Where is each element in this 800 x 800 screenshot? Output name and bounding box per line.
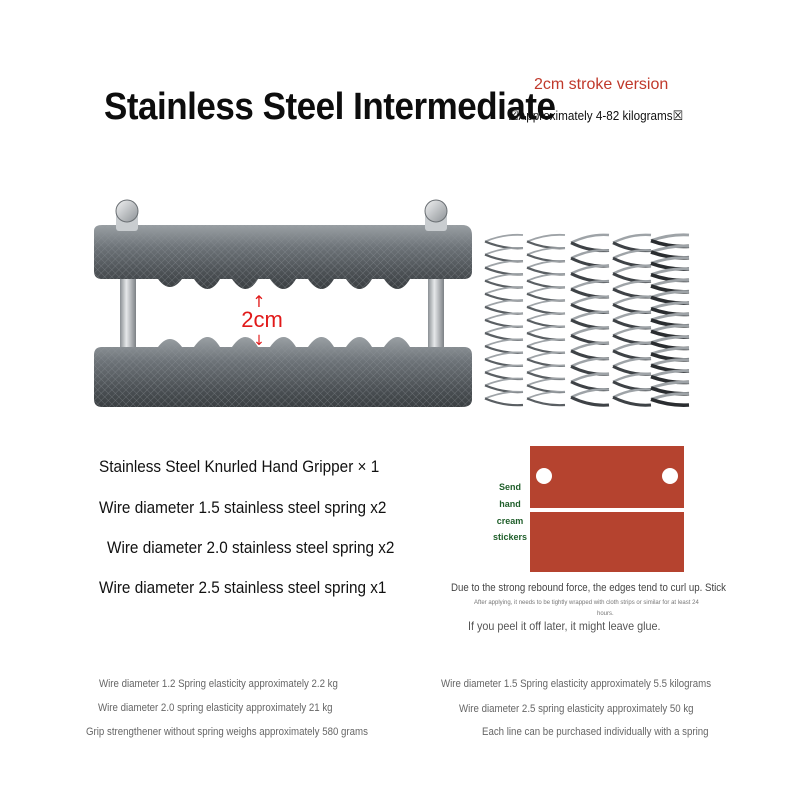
adjust-knob-left: [116, 200, 138, 231]
spec-left-3: Grip strengthener without spring weighs approximately 580 grams: [86, 726, 368, 738]
sticker-peel-note: If you peel it off later, it might leave glue.: [468, 619, 661, 633]
hand-gripper-illustration: [80, 195, 700, 415]
gripper-bottom-bar: [94, 337, 472, 407]
sticker-label-line: cream: [496, 516, 524, 526]
spring-4: [613, 235, 651, 405]
sticker-pad-top: [530, 446, 684, 508]
spec-right-1: Wire diameter 1.5 Spring elasticity approximately 5.5 kilograms: [441, 678, 712, 690]
sticker-note: Due to the strong rebound force, the edges tend to curl up. Stick: [451, 582, 726, 594]
spec-left-1: Wire diameter 1.2 Spring elasticity approximately 2.2 kg: [99, 678, 338, 690]
sticker-note-small-hours: hours.: [597, 611, 614, 617]
sticker-label-line: hand: [499, 499, 521, 509]
spec-right-3: Each line can be purchased individually with a spring: [482, 726, 709, 738]
spring-2: [527, 235, 565, 405]
contents-item-gripper: Stainless Steel Knurled Hand Gripper × 1: [99, 457, 380, 476]
sticker-hole-right: [662, 468, 678, 484]
springs-group: [485, 235, 689, 405]
hand-cream-stickers: [484, 440, 694, 580]
sticker-label-line: stickers: [492, 532, 528, 542]
sticker-hole-left: [536, 468, 552, 484]
sticker-label-line: Send: [498, 482, 522, 492]
stroke-arrow-up-icon: ↑: [252, 292, 266, 311]
weight-range-label: ☒Approximately 4-82 kilograms☒: [508, 108, 684, 123]
contents-item-spring-2-0: Wire diameter 2.0 stainless steel spring x2: [107, 538, 395, 557]
page-title: Stainless Steel Intermediate: [104, 86, 556, 128]
stroke-version-label: 2cm stroke version: [534, 76, 669, 93]
sticker-note-small: After applying, it needs to be tightly wrapped with cloth strips or similar for at least 24: [474, 600, 699, 606]
sticker-pad-bottom: [530, 512, 684, 572]
contents-item-spring-2-5: Wire diameter 2.5 stainless steel spring x1: [99, 578, 387, 597]
gripper-top-bar: [94, 225, 472, 289]
stroke-label: 2cm: [241, 307, 283, 332]
spring-1: [485, 235, 523, 405]
adjust-knob-right: [425, 200, 447, 231]
stroke-arrow-down-icon: ↓: [253, 333, 265, 349]
spring-3: [571, 235, 609, 405]
spec-right-2: Wire diameter 2.5 spring elasticity approximately 50 kg: [459, 703, 694, 715]
spec-left-2: Wire diameter 2.0 spring elasticity approximately 21 kg: [98, 702, 333, 714]
spring-5: [651, 235, 689, 405]
contents-item-spring-1-5: Wire diameter 1.5 stainless steel spring x2: [99, 498, 387, 517]
